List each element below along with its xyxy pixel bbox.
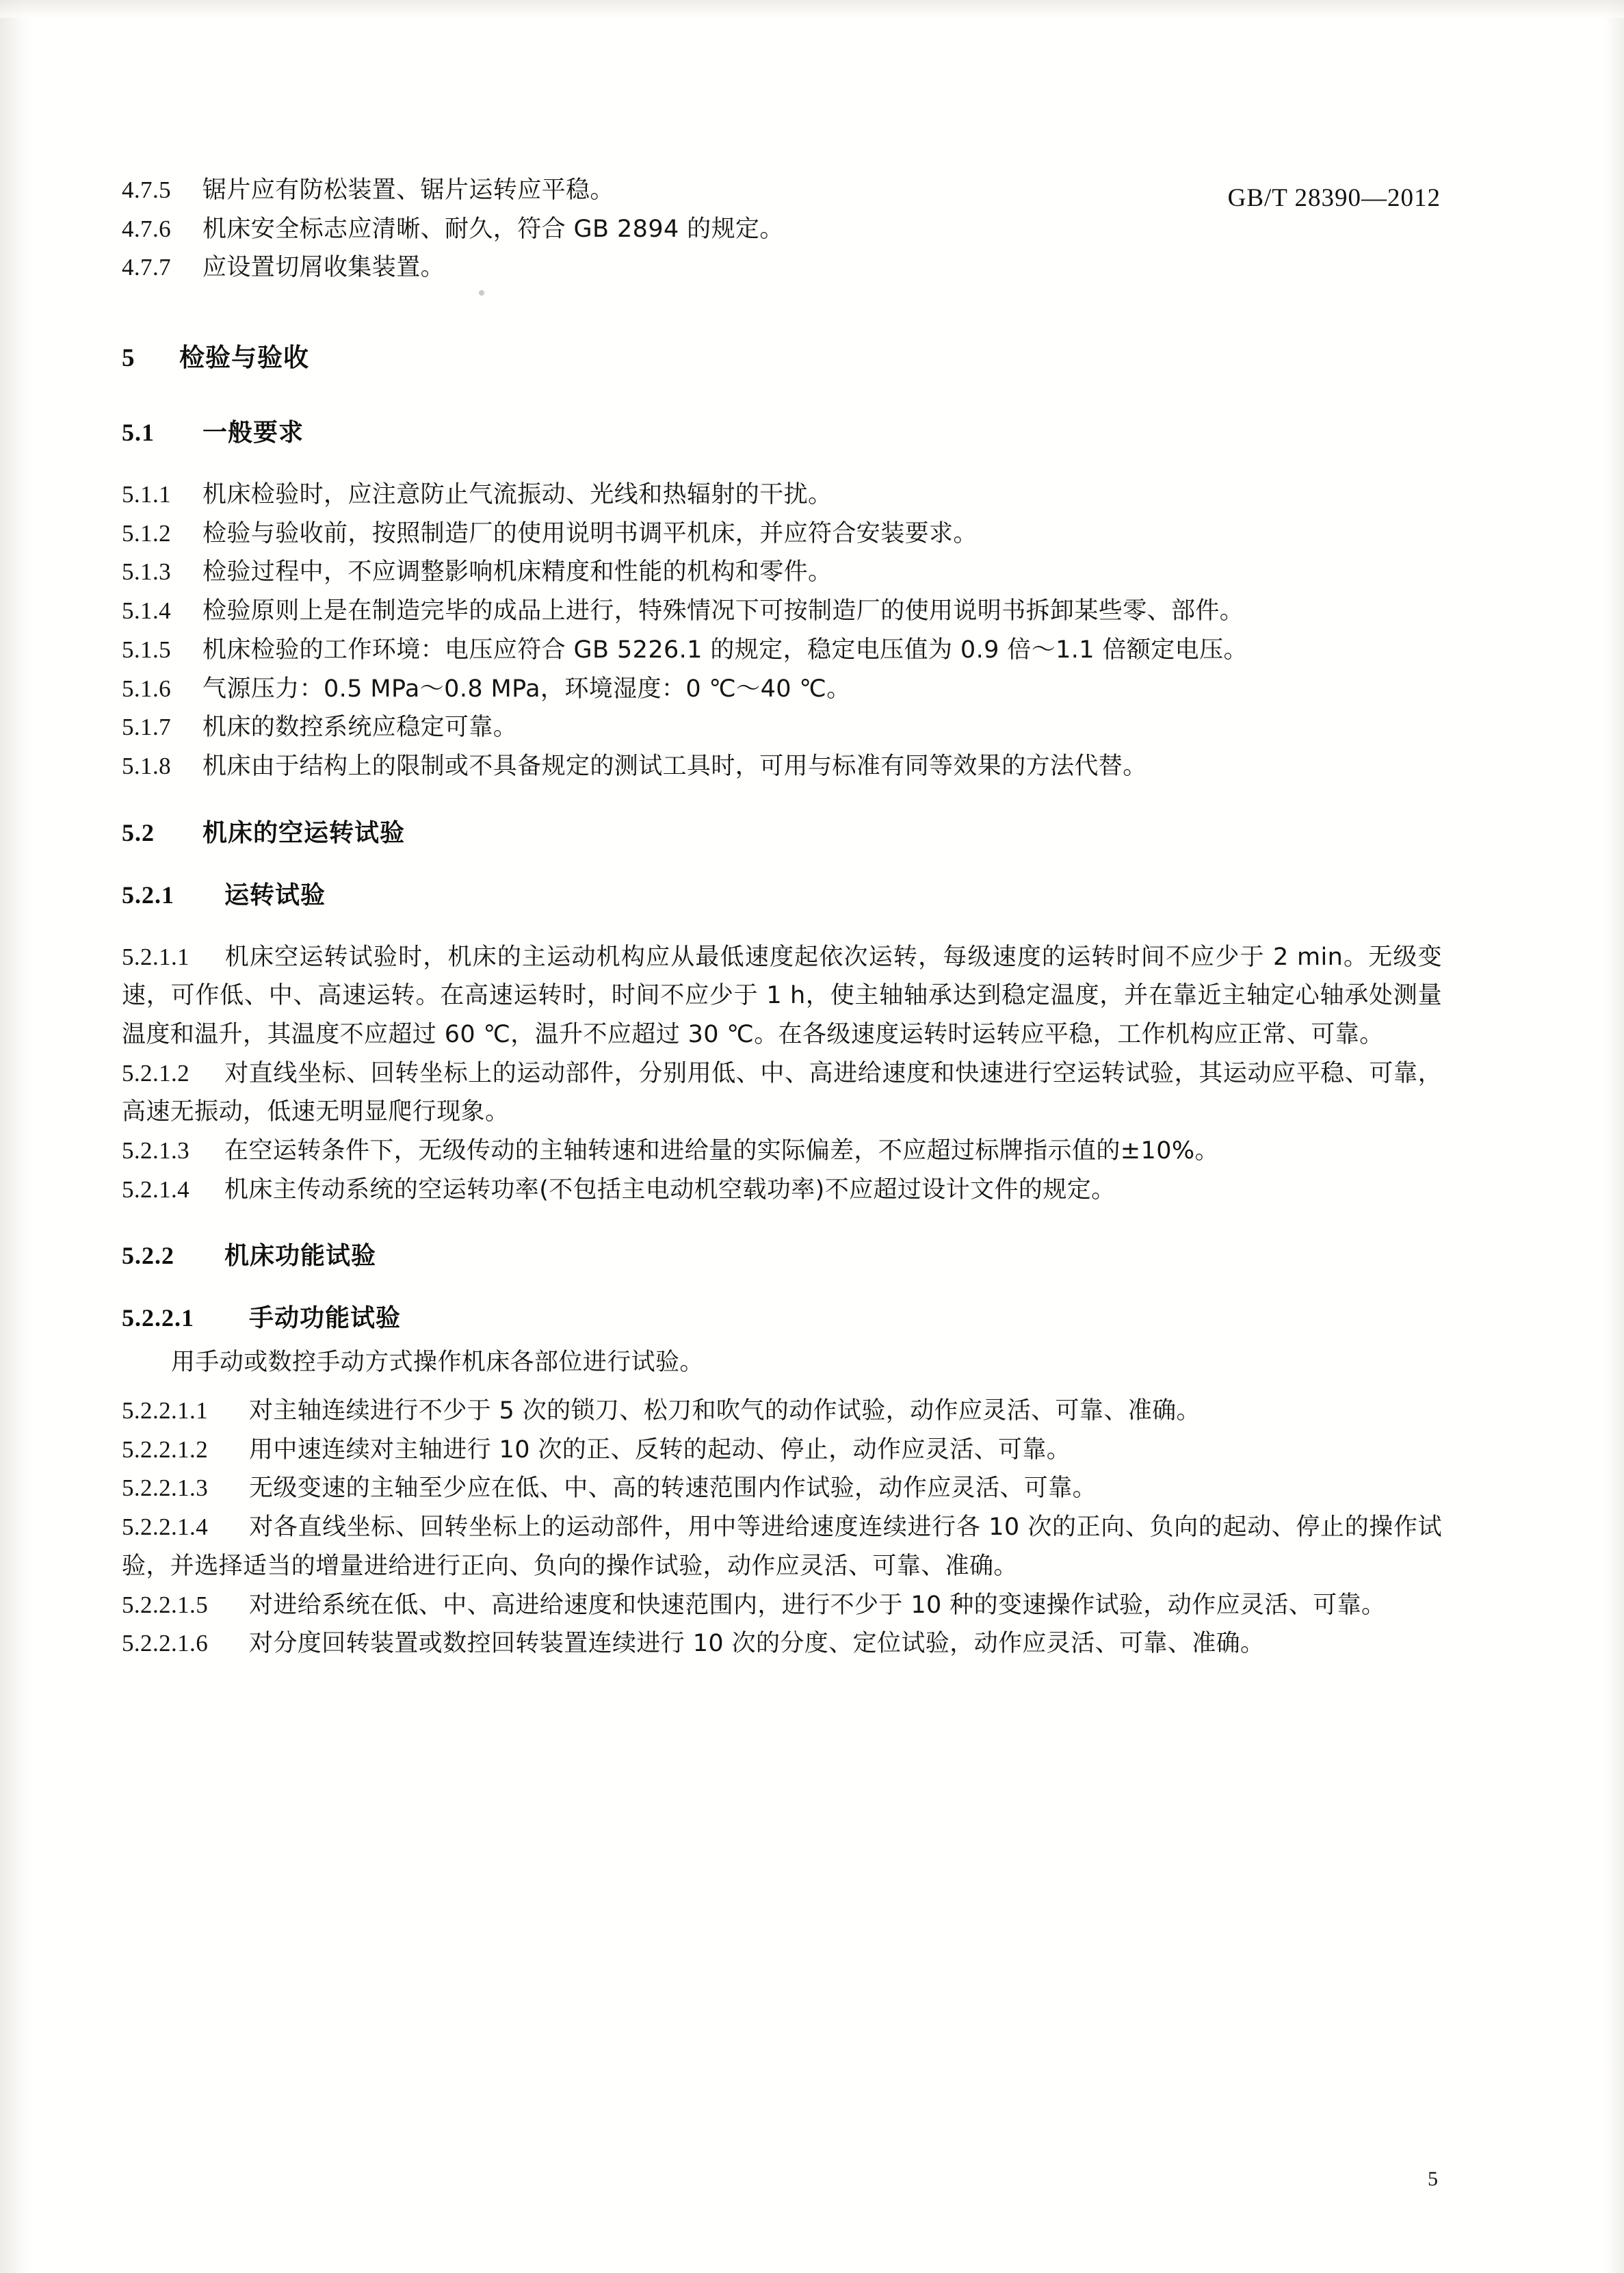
clause-number: 5.1.2	[122, 519, 171, 547]
clause-number: 5.2.1.3	[122, 1137, 190, 1164]
scan-edge-left	[0, 0, 31, 2273]
section-heading-5	[122, 337, 1442, 374]
clause-5-1-3	[122, 553, 1442, 592]
section-title: 机床的空运转试验	[202, 818, 406, 847]
clause-text: 对分度回转装置或数控回转装置连续进行 10 次的分度、定位试验，动作应灵活、可靠、准确。	[249, 1630, 1265, 1658]
clause-5-2-1-2	[122, 1054, 1442, 1132]
clause-number: 5.2.1.4	[122, 1176, 190, 1203]
clause-4-7-7	[122, 248, 1442, 287]
clause-number: 5.2.2.1.1	[122, 1397, 209, 1425]
paragraph-manual-function-intro: 用手动或数控手动方式操作机床各部位进行试验。	[171, 1349, 704, 1377]
section-title: 手动功能试验	[249, 1304, 402, 1333]
clause-number: 5.2.1.2	[122, 1059, 190, 1087]
clause-number: 5.1.8	[122, 752, 171, 779]
clause-text: 在空运转条件下，无级传动的主轴转速和进给量的实际偏差，不应超过标牌指示值的±10%。	[224, 1137, 1219, 1165]
clause-text: 机床由于结构上的限制或不具备规定的测试工具时，可用与标准有同等效果的方法代替。	[202, 752, 1147, 780]
clause-number: 5.1.5	[122, 636, 171, 663]
clause-5-1-7	[122, 708, 1442, 747]
section-number: 5.2.2.1	[122, 1304, 194, 1332]
scan-edge-right	[1603, 0, 1624, 2273]
clause-number: 5.2.2.1.3	[122, 1475, 209, 1502]
clause-text: 机床空运转试验时，机床的主运动机构应从最低速度起依次运转，每级速度的运转时间不应少于 2 min。无级变速，可作低、中、高速运转。在高速运转时，时间不应少于 1 h，使主轴轴承达到稳定温度，并在靠近主轴定心轴承处测量温度和温升，其温度不应超过 60 ℃，温升不应超过 30 ℃。在各级速度运转时运转应平稳，工作机构应正常、可靠。	[122, 943, 1442, 1048]
clause-5-2-2-1-1	[122, 1392, 1442, 1431]
clause-4-7-5	[122, 171, 1442, 210]
clause-5-1-4	[122, 592, 1442, 631]
clause-text: 对进给系统在低、中、高进给速度和快速范围内，进行不少于 10 种的变速操作试验，动作应灵活、可靠。	[249, 1591, 1386, 1619]
clause-text: 机床的数控系统应稳定可靠。	[202, 714, 518, 742]
clause-text: 检验与验收前，按照制造厂的使用说明书调平机床，并应符合安装要求。	[202, 519, 978, 547]
clause-5-1-1	[122, 476, 1442, 515]
clause-5-2-2-1-4	[122, 1508, 1442, 1585]
section-heading-5-2-2	[122, 1236, 1442, 1271]
section-number: 5.2.2	[122, 1242, 174, 1270]
clause-text: 无级变速的主轴至少应在低、中、高的转速范围内作试验，动作应灵活、可靠。	[249, 1475, 1097, 1503]
clause-number: 5.1.1	[122, 481, 171, 508]
clause-text: 机床主传动系统的空运转功率(不包括主电动机空载功率)不应超过设计文件的规定。	[224, 1176, 1116, 1204]
clause-text: 检验过程中，不应调整影响机床精度和性能的机构和零件。	[202, 558, 833, 586]
clause-text: 锯片应有防松装置、锯片运转应平稳。	[202, 177, 614, 204]
section-number: 5.2	[122, 818, 155, 846]
section-title: 机床功能试验	[224, 1242, 377, 1271]
section-number: 5.2.1	[122, 881, 174, 909]
section-heading-5-1	[122, 413, 1442, 448]
section-heading-5-2-2-1	[122, 1299, 1442, 1334]
clause-number: 5.1.6	[122, 675, 171, 702]
section-title: 一般要求	[202, 419, 304, 447]
clause-5-1-2	[122, 515, 1442, 554]
document-body	[122, 171, 1442, 1663]
clause-text: 检验原则上是在制造完毕的成品上进行，特殊情况下可按制造厂的使用说明书拆卸某些零、部件。	[202, 597, 1244, 625]
page-footer-number: 5	[1428, 2168, 1438, 2190]
section-title: 检验与验收	[179, 343, 309, 373]
section-number: 5.1	[122, 419, 155, 447]
clause-number: 5.2.2.1.6	[122, 1630, 209, 1657]
clause-5-1-6	[122, 670, 1442, 709]
clause-number: 5.1.7	[122, 714, 171, 741]
clause-text: 应设置切屑收集装置。	[202, 254, 445, 282]
clause-number: 5.2.2.1.4	[122, 1514, 209, 1541]
clause-number: 5.1.4	[122, 597, 171, 625]
clause-5-2-1-3	[122, 1132, 1442, 1171]
clause-number: 5.2.2.1.5	[122, 1591, 209, 1618]
clause-text: 对各直线坐标、回转坐标上的运动部件，用中等进给速度连续进行各 10 次的正向、负向的起动、停止的操作试验，并选择适当的增量进给进行正向、负向的操作试验，动作应灵活、可靠、准确。	[122, 1514, 1442, 1580]
page-header-standard-number: GB/T 28390—2012	[1227, 184, 1441, 212]
clause-text: 对主轴连续进行不少于 5 次的锁刀、松刀和吹气的动作试验，动作应灵活、可靠、准确。	[249, 1397, 1201, 1425]
clause-5-2-2-1-6	[122, 1624, 1442, 1663]
clause-4-7-6	[122, 210, 1442, 249]
clause-number: 5.1.3	[122, 558, 171, 586]
section-title: 运转试验	[224, 881, 326, 909]
clause-text: 机床检验的工作环境：电压应符合 GB 5226.1 的规定，稳定电压值为 0.9 倍～1.1 倍额定电压。	[202, 636, 1248, 664]
clause-5-1-5	[122, 631, 1442, 670]
clause-5-2-2-1-2	[122, 1431, 1442, 1470]
scan-edge-top	[0, 0, 1624, 18]
clause-text: 对直线坐标、回转坐标上的运动部件，分别用低、中、高进给速度和快速进行空运转试验，其运动应平稳、可靠，高速无振动，低速无明显爬行现象。	[122, 1059, 1442, 1126]
clause-text: 用中速连续对主轴进行 10 次的正、反转的起动、停止，动作应灵活、可靠。	[249, 1436, 1071, 1464]
clause-text: 机床检验时，应注意防止气流振动、光线和热辐射的干扰。	[202, 481, 833, 509]
clause-5-2-1-1	[122, 938, 1442, 1054]
clause-number: 5.2.1.1	[122, 943, 190, 970]
clause-5-2-1-4	[122, 1171, 1442, 1210]
clause-text: 机床安全标志应清晰、耐久，符合 GB 2894 的规定。	[202, 215, 784, 243]
section-heading-5-2	[122, 814, 1442, 848]
clause-number: 5.2.2.1.2	[122, 1436, 209, 1463]
clause-5-1-8	[122, 747, 1442, 786]
clause-text: 气源压力：0.5 MPa～0.8 MPa，环境湿度：0 ℃～40 ℃。	[202, 675, 851, 703]
clause-5-2-2-1-3	[122, 1469, 1442, 1508]
clause-5-2-2-1-5	[122, 1586, 1442, 1625]
clause-number: 4.7.5	[122, 177, 171, 203]
clause-number: 4.7.7	[122, 254, 171, 281]
section-number: 5	[122, 344, 135, 373]
section-heading-5-2-1	[122, 876, 1442, 911]
clause-number: 4.7.6	[122, 215, 171, 242]
